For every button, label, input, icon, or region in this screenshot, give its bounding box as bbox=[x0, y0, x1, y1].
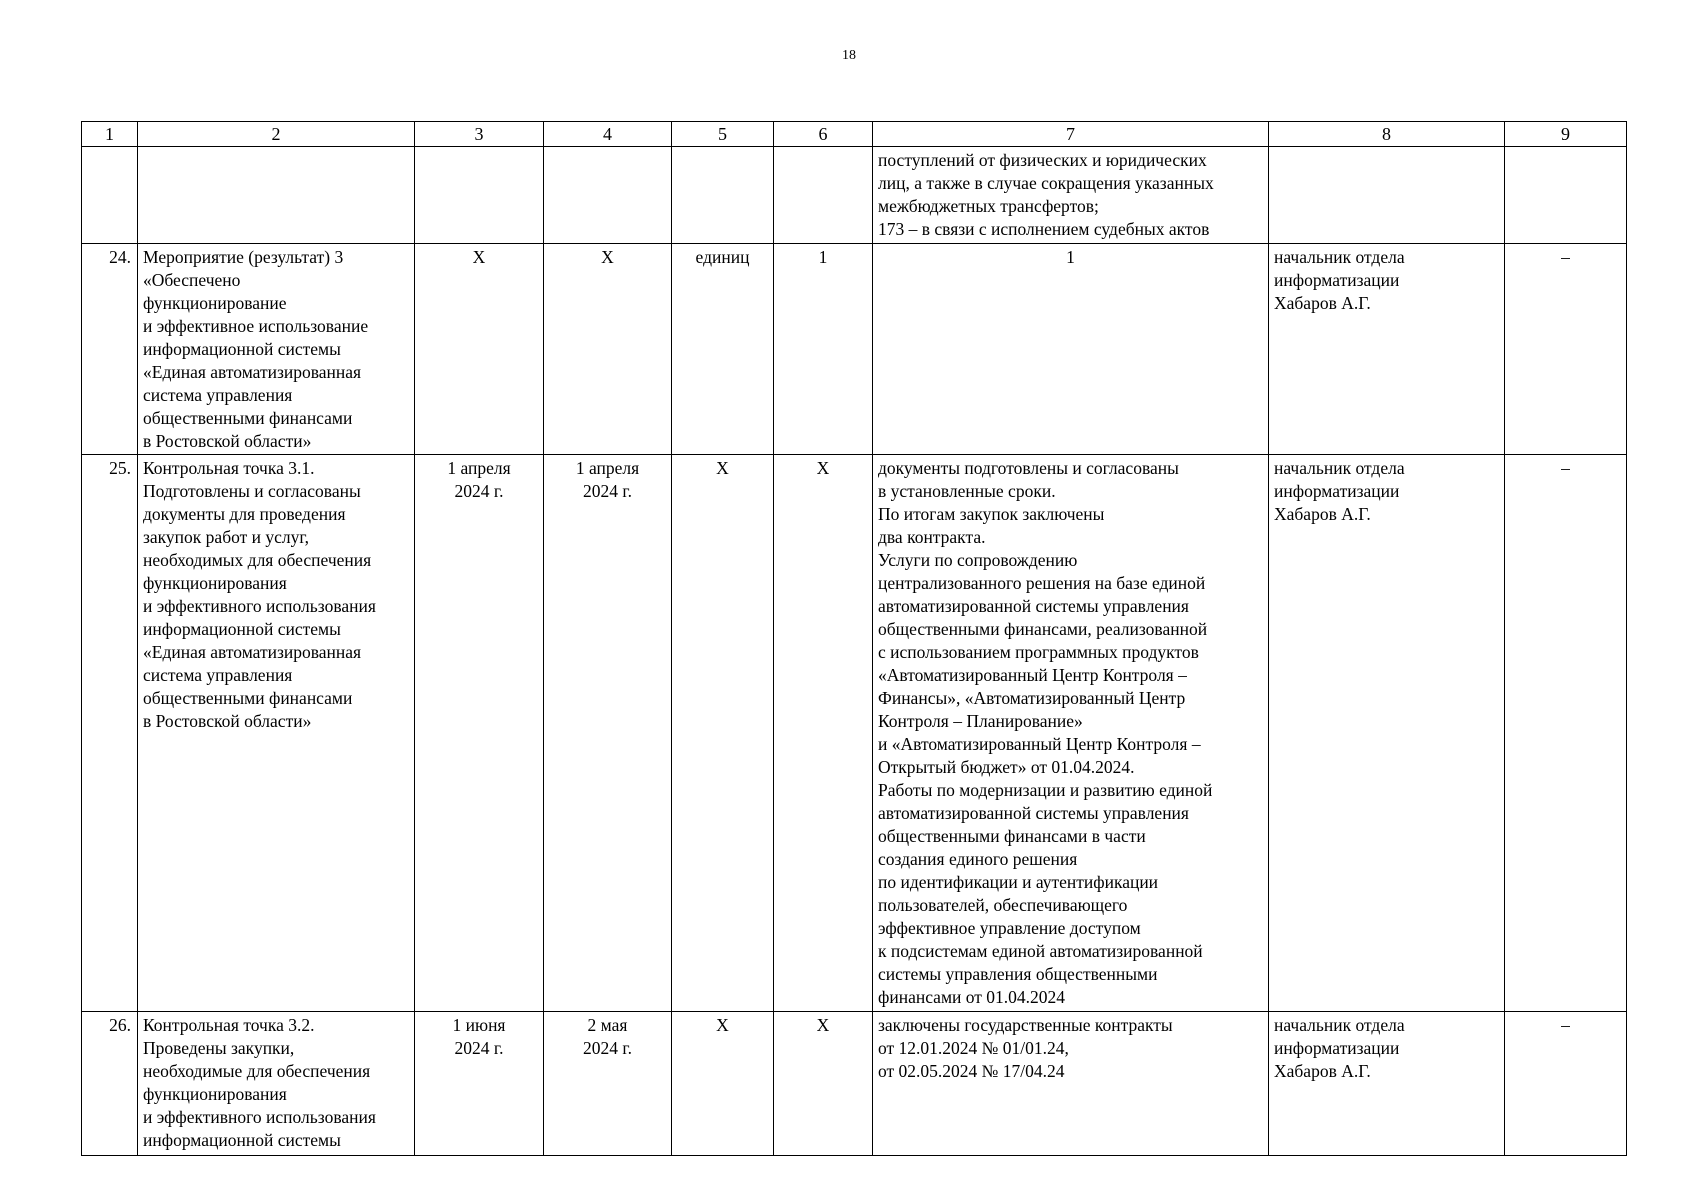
column-header: 8 bbox=[1269, 122, 1505, 147]
column-header: 5 bbox=[672, 122, 774, 147]
plan-value-cell: Х bbox=[774, 455, 873, 1012]
table-row-26 bbox=[82, 1012, 1627, 1156]
row-number-cell: 25. bbox=[82, 455, 138, 1012]
event-name-cell: Контрольная точка 3.1. Подготовлены и согласованы документы для проведения закупок работ и услуг, необходимых для обеспечения функционирования и эффективного использования информационной системы «Единая автоматизированная система управления общественными финансами в Ростовской области» bbox=[138, 455, 415, 1012]
note-cell: – bbox=[1505, 1012, 1627, 1156]
plan-value-cell: 1 bbox=[774, 244, 873, 455]
result-cell: заключены государственные контракты от 12.01.2024 № 01/01.24, от 02.05.2024 № 17/04.24 bbox=[873, 1012, 1269, 1156]
column-header: 9 bbox=[1505, 122, 1627, 147]
column-header: 2 bbox=[138, 122, 415, 147]
event-name-cell: Контрольная точка 3.2. Проведены закупки, необходимые для обеспечения функционирования и эффективного использования информационной системы bbox=[138, 1012, 415, 1156]
plan-date-cell: 1 июня 2024 г. bbox=[415, 1012, 544, 1156]
row-number-cell: 24. bbox=[82, 244, 138, 455]
table-row-24 bbox=[82, 244, 1627, 455]
table-row-25 bbox=[82, 455, 1627, 1012]
note-cell bbox=[1505, 147, 1627, 244]
column-header: 6 bbox=[774, 122, 873, 147]
unit-cell: единиц bbox=[672, 244, 774, 455]
plan-date-cell: 1 апреля 2024 г. bbox=[415, 455, 544, 1012]
responsible-cell bbox=[1269, 147, 1505, 244]
result-cell: поступлений от физических и юридических лиц, а также в случае сокращения указанных межбюджетных трансфертов; 173 – в связи с исполнением судебных актов bbox=[873, 147, 1269, 244]
result-cell: документы подготовлены и согласованы в установленные сроки. По итогам закупок заключены два контракта. Услуги по сопровождению централизованного решения на базе единой автоматизированной системы управления общественными финансами, реализованной с использованием программных продуктов «Автоматизированный Центр Контроля – Финансы», «Автоматизированный Центр Контроля – Планирование» и «Автоматизированный Центр Контроля – Открытый бюджет» от 01.04.2024. Работы по модернизации и развитию единой автоматизированной системы управления общественными финансами в части создания единого решения по идентификации и аутентификации пользователей, обеспечивающего эффективное управление доступом к подсистемам единой автоматизированной системы управления общественными финансами от 01.04.2024 bbox=[873, 455, 1269, 1012]
fact-date-cell: 2 мая 2024 г. bbox=[544, 1012, 672, 1156]
unit-cell: Х bbox=[672, 1012, 774, 1156]
row-number-cell bbox=[82, 147, 138, 244]
column-header: 3 bbox=[415, 122, 544, 147]
row-number-cell: 26. bbox=[82, 1012, 138, 1156]
table-row-continuation bbox=[82, 147, 1627, 244]
column-number-row bbox=[82, 122, 1627, 147]
unit-cell bbox=[672, 147, 774, 244]
fact-date-cell: 1 апреля 2024 г. bbox=[544, 455, 672, 1012]
event-name-cell bbox=[138, 147, 415, 244]
event-name-cell: Мероприятие (результат) 3 «Обеспечено функционирование и эффективное использование информационной системы «Единая автоматизированная система управления общественными финансами в Ростовской области» bbox=[138, 244, 415, 455]
column-header: 7 bbox=[873, 122, 1269, 147]
column-header: 4 bbox=[544, 122, 672, 147]
fact-date-cell: Х bbox=[544, 244, 672, 455]
plan-date-cell: Х bbox=[415, 244, 544, 455]
responsible-cell: начальник отдела информатизации Хабаров А.Г. bbox=[1269, 244, 1505, 455]
note-cell: – bbox=[1505, 244, 1627, 455]
page-number: 18 bbox=[842, 48, 856, 63]
unit-cell: Х bbox=[672, 455, 774, 1012]
plan-date-cell bbox=[415, 147, 544, 244]
plan-value-cell bbox=[774, 147, 873, 244]
report-table bbox=[81, 121, 1627, 1156]
responsible-cell: начальник отдела информатизации Хабаров А.Г. bbox=[1269, 1012, 1505, 1156]
fact-date-cell bbox=[544, 147, 672, 244]
plan-value-cell: Х bbox=[774, 1012, 873, 1156]
column-header: 1 bbox=[82, 122, 138, 147]
result-cell: 1 bbox=[873, 244, 1269, 455]
note-cell: – bbox=[1505, 455, 1627, 1012]
responsible-cell: начальник отдела информатизации Хабаров А.Г. bbox=[1269, 455, 1505, 1012]
